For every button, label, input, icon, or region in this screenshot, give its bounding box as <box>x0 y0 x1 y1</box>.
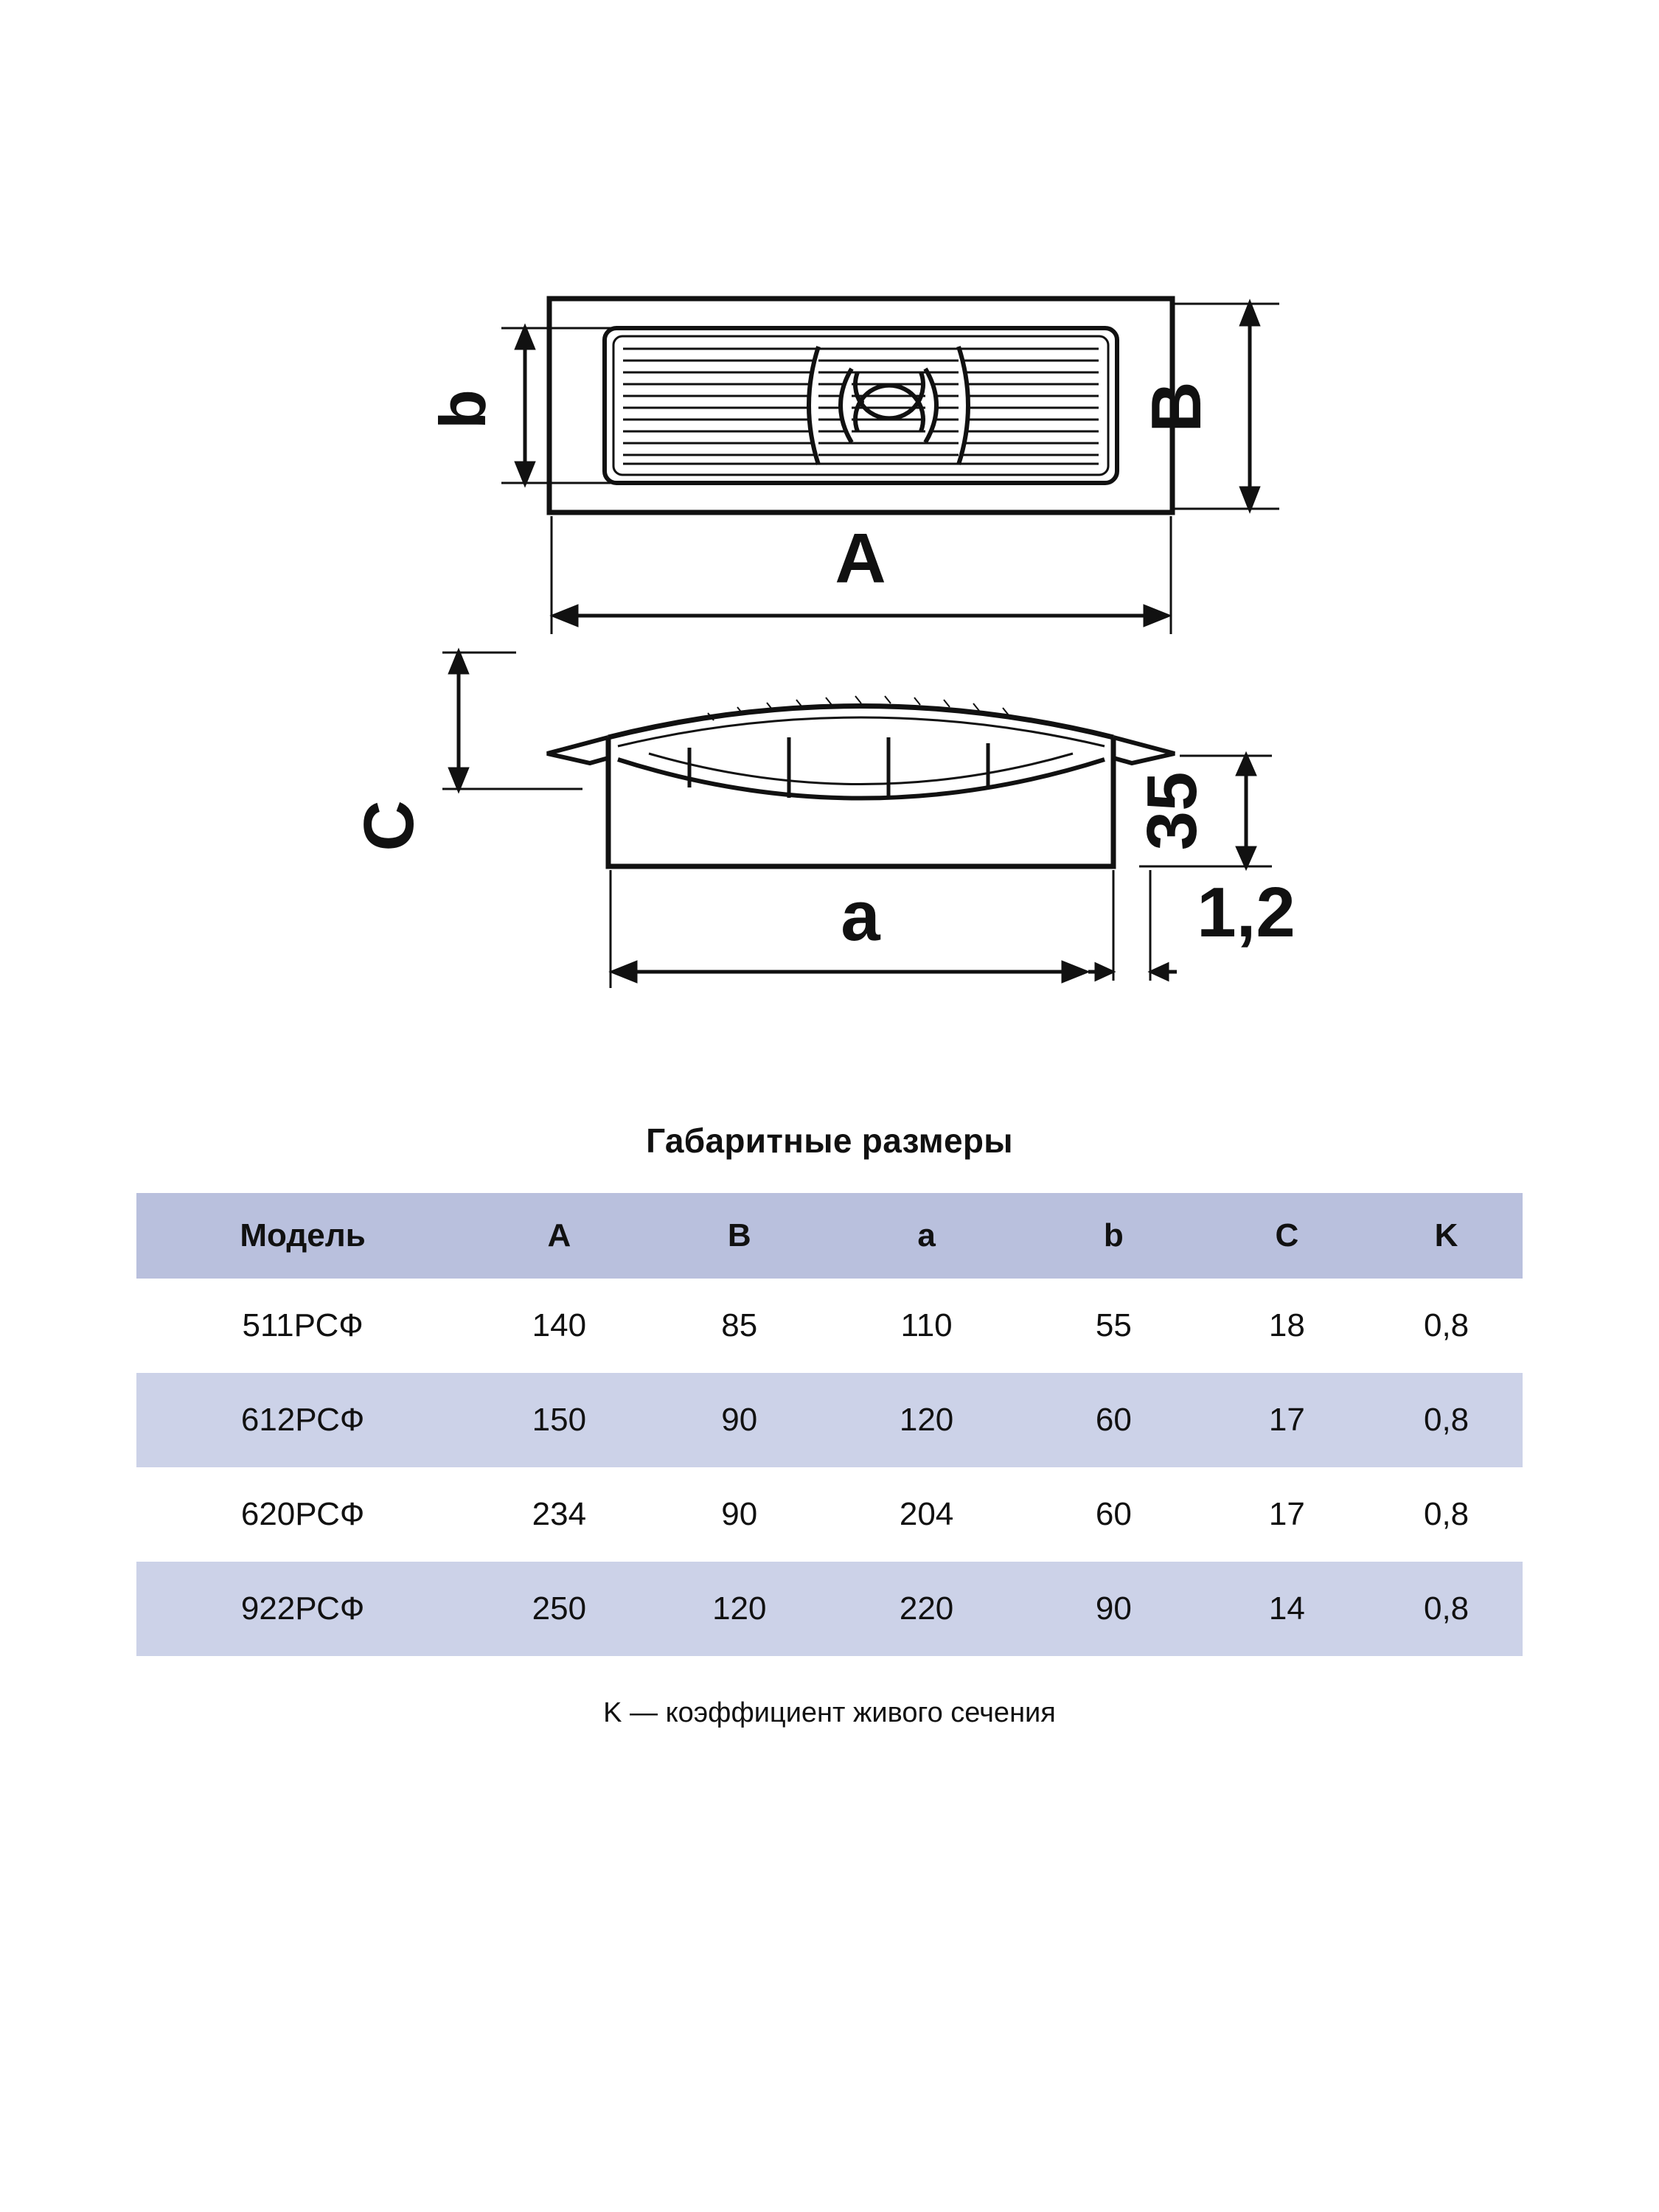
cell-A: 250 <box>469 1562 649 1656</box>
label-C: C <box>349 800 428 852</box>
table-note: K — коэффициент живого сечения <box>603 1697 1056 1728</box>
cell-K: 0,8 <box>1370 1562 1523 1656</box>
cell-C: 14 <box>1204 1562 1371 1656</box>
label-1-2: 1,2 <box>1197 873 1295 952</box>
cell-a: 120 <box>830 1373 1023 1467</box>
label-A: A <box>835 519 886 598</box>
cell-A: 150 <box>469 1373 649 1467</box>
cell-b: 90 <box>1023 1562 1203 1656</box>
cell-A: 140 <box>469 1279 649 1373</box>
dimensions-table <box>136 1193 1523 1656</box>
cell-B: 85 <box>650 1279 830 1373</box>
table-title: Габаритные размеры <box>646 1121 1013 1160</box>
dimensions-section <box>0 1121 1659 1729</box>
column-header-C: C <box>1204 1193 1371 1279</box>
cell-C: 17 <box>1204 1467 1371 1562</box>
column-header-model: Модель <box>136 1193 469 1279</box>
table-header-row <box>136 1193 1523 1279</box>
cell-K: 0,8 <box>1370 1373 1523 1467</box>
dimension-1-2 <box>1088 870 1177 981</box>
table-row <box>136 1279 1523 1373</box>
column-header-A: A <box>469 1193 649 1279</box>
cell-a: 110 <box>830 1279 1023 1373</box>
cell-b: 60 <box>1023 1373 1203 1467</box>
cell-model: 922РСФ <box>136 1562 469 1656</box>
cell-a: 204 <box>830 1467 1023 1562</box>
cell-B: 120 <box>650 1562 830 1656</box>
column-header-K: K <box>1370 1193 1523 1279</box>
side-view <box>547 696 1175 866</box>
cell-B: 90 <box>650 1373 830 1467</box>
front-view <box>549 299 1172 512</box>
cell-K: 0,8 <box>1370 1467 1523 1562</box>
cell-b: 55 <box>1023 1279 1203 1373</box>
label-a: a <box>841 877 880 956</box>
cell-a: 220 <box>830 1562 1023 1656</box>
table-row <box>136 1467 1523 1562</box>
cell-b: 60 <box>1023 1467 1203 1562</box>
cell-model: 620РСФ <box>136 1467 469 1562</box>
cell-B: 90 <box>650 1467 830 1562</box>
cell-K: 0,8 <box>1370 1279 1523 1373</box>
cell-C: 18 <box>1204 1279 1371 1373</box>
label-b: b <box>426 389 499 429</box>
label-B-upper: B <box>1137 381 1216 433</box>
cell-model: 612РСФ <box>136 1373 469 1467</box>
column-header-B: B <box>650 1193 830 1279</box>
cell-model: 511РСФ <box>136 1279 469 1373</box>
table-row <box>136 1562 1523 1656</box>
column-header-a: a <box>830 1193 1023 1279</box>
dimension-b <box>501 328 611 483</box>
column-header-b: b <box>1023 1193 1203 1279</box>
cell-C: 17 <box>1204 1373 1371 1467</box>
dimension-C <box>442 653 582 789</box>
cell-A: 234 <box>469 1467 649 1562</box>
label-35: 35 <box>1133 771 1211 851</box>
table-row <box>136 1373 1523 1467</box>
